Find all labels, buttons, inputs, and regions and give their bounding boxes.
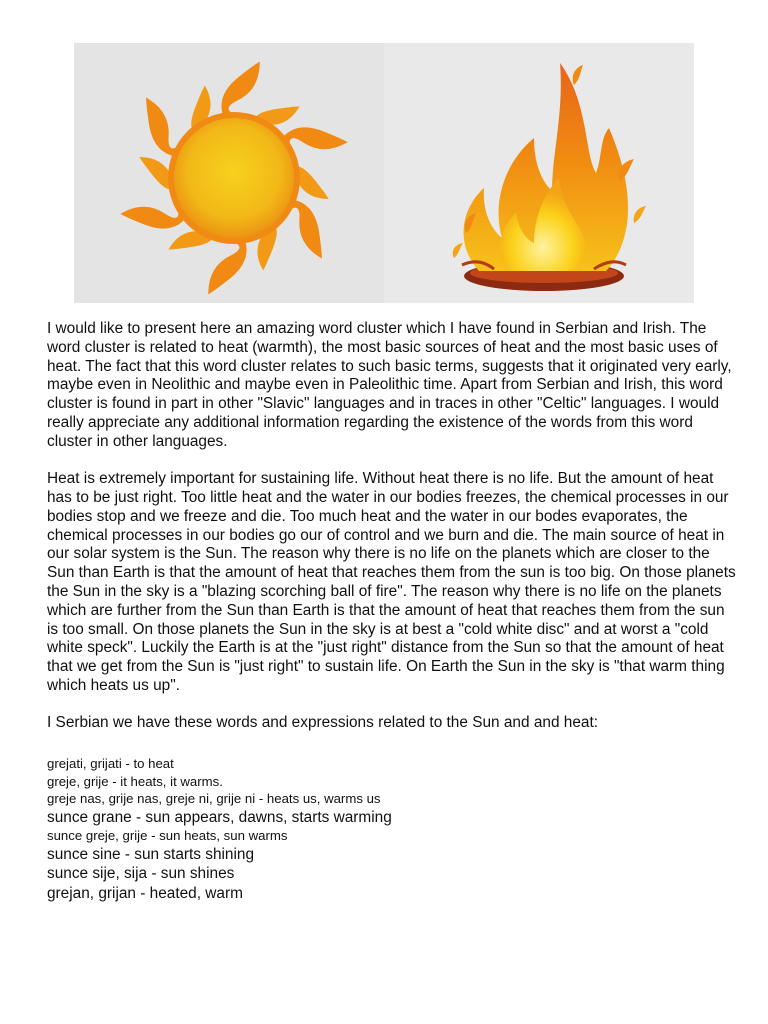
word-list-item: sunce grane - sun appears, dawns, starts warming (47, 808, 392, 826)
word-list-item: grejati, grijati - to heat (47, 756, 174, 772)
intro-paragraph: I would like to present here an amazing word cluster which I have found in Serbian and Irish. The word cluster is related to heat (warmth), the most basic sources of heat and the most basic uses of heat. The fact that this word cluster relates to such basic terms, suggests that it originated very early, maybe even in Neolithic and maybe even in Paleolithic time. Apart from Serbian and Irish, this word cluster is found in part in other "Slavic" languages and in traces in other "Celtic" languages. I would really appreciate any additional information regarding the existence of the words from this word cluster in other languages. (47, 320, 732, 450)
sun-icon (74, 43, 384, 303)
word-list-item: sunce sije, sija - sun shines (47, 865, 235, 883)
word-list-item: sunce sine - sun starts shining (47, 845, 255, 863)
serbian-intro-paragraph: I Serbian we have these words and expressions related to the Sun and and heat: (47, 714, 599, 732)
sun-image (74, 43, 384, 303)
word-list (47, 755, 737, 903)
sun-ray (208, 239, 247, 294)
heat-paragraph: Heat is extremely important for sustaining life. Without heat there is no life. But the amount of heat has to be just right. Too little heat and the water in our bodies freezes, the chemical processes in our bodies stop and we freeze and die. Too much heat and the water in our bodes evaporates, the chemical processes in our bodies go our of control and we burn and die. The main source of heat in our solar system is the Sun. The reason why there is no life on the planets which are closer to the Sun than Earth is that the amount of heat that reaches them from the sun is too big. On those planets the Sun in the sky is a "blazing scorching ball of fire". The reason why there is no life on the planets which are further from the Sun than Earth is that the amount of heat that reaches them from the sun is too small. On those planets the Sun in the sky is at best a "cold white disc" and at worst a "cold white speck". Luckily the Earth is at the "just right" distance from the Sun so that the amount of heat that we get from the Sun is "just right" to sustain life. On Earth the Sun in the sky is "that warm thing which heats us up". (47, 470, 736, 694)
word-list-item: grejan, grijan - heated, warm (47, 884, 243, 902)
flame-icon (384, 43, 694, 303)
word-list-item: sunce greje, grije - sun heats, sun warms (47, 828, 288, 844)
header-illustration (74, 43, 694, 303)
word-list-item: greje nas, grije nas, greje ni, grije ni - heats us, warms us (47, 791, 381, 807)
sun-ray (221, 62, 260, 117)
word-list-item: greje, grije - it heats, it warms. (47, 773, 223, 789)
fire-image (384, 43, 694, 303)
article-body (47, 320, 737, 903)
